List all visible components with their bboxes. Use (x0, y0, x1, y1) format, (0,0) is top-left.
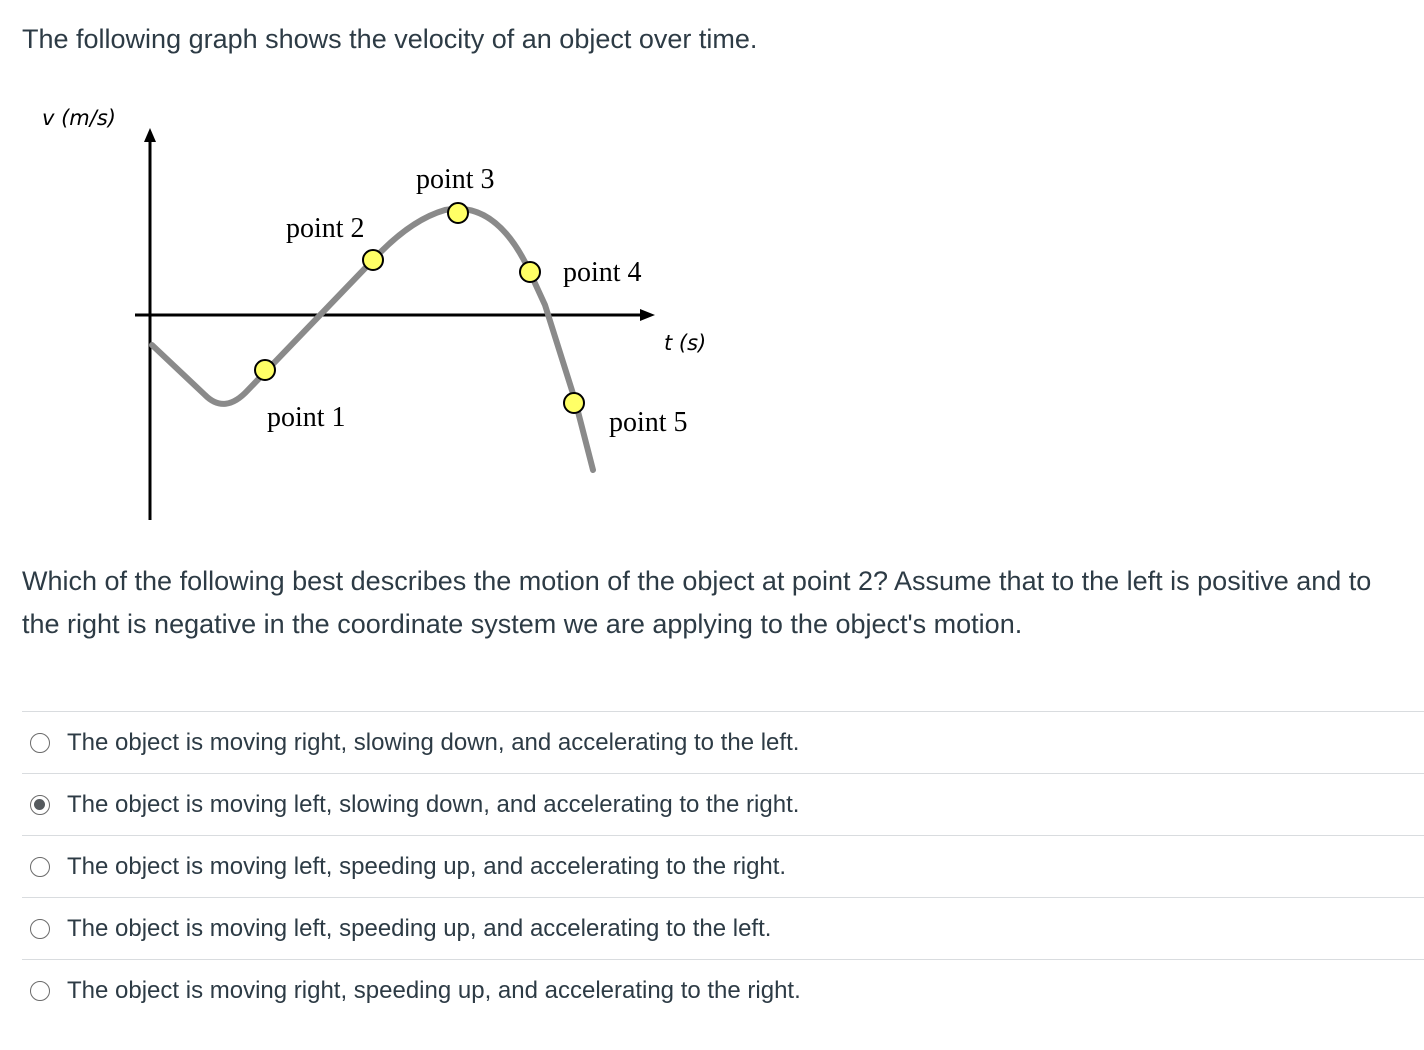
intro-text: The following graph shows the velocity of an object over time. (22, 24, 758, 54)
y-axis-arrow (144, 128, 156, 142)
point-4-marker (520, 262, 540, 282)
answer-option-1[interactable] (22, 711, 1424, 773)
answer-option-3[interactable] (22, 835, 1424, 897)
answer-label: The object is moving right, slowing down, and accelerating to the left. (67, 728, 800, 756)
answer-label: The object is moving left, speeding up, and accelerating to the left. (67, 914, 772, 942)
answer-list (22, 711, 1424, 1021)
radio-button[interactable] (30, 981, 50, 1001)
point-1-label: point 1 (267, 402, 346, 433)
question-text: Which of the following best describes the motion of the object at point 2? Assume that to the left is positive and to the right is negative in the coordinate system we are applying to the object's motion. (22, 566, 1372, 639)
answer-label: The object is moving right, speeding up, and accelerating to the right. (67, 976, 801, 1004)
point-4-label: point 4 (563, 257, 642, 288)
radio-button[interactable] (30, 857, 50, 877)
point-2-label: point 2 (286, 213, 365, 244)
point-3-label: point 3 (416, 164, 495, 195)
y-axis-label: v (m/s) (42, 106, 116, 130)
answer-option-5[interactable] (22, 959, 1424, 1021)
radio-button[interactable] (30, 733, 50, 753)
radio-button[interactable] (30, 919, 50, 939)
radio-button[interactable] (30, 795, 50, 815)
answer-label: The object is moving left, slowing down, and accelerating to the right. (67, 790, 800, 818)
point-5-marker (564, 393, 584, 413)
point-1-marker (255, 360, 275, 380)
point-3-marker (448, 203, 468, 223)
point-5-label: point 5 (609, 407, 688, 438)
velocity-curve (152, 209, 593, 470)
x-axis-label: t (s) (664, 331, 707, 355)
answer-option-2[interactable] (22, 773, 1424, 835)
velocity-time-graph (0, 90, 760, 540)
answer-label: The object is moving left, speeding up, and accelerating to the right. (67, 852, 787, 880)
answer-option-4[interactable] (22, 897, 1424, 959)
x-axis-arrow (640, 309, 655, 321)
point-2-marker (363, 250, 383, 270)
